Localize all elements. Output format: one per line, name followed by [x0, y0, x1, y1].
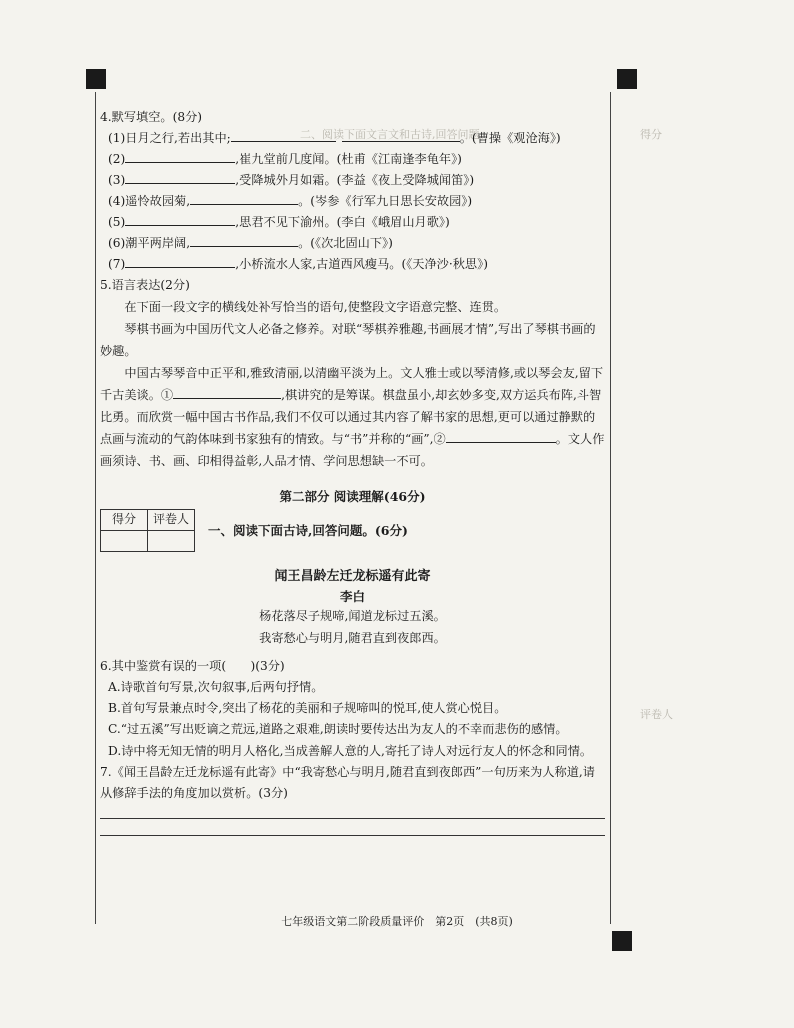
fill-blank[interactable] — [125, 171, 235, 184]
fill-blank[interactable] — [190, 192, 298, 205]
q4-item-6: (6)潮平两岸阔, 。(《次北固山下》) — [108, 236, 393, 250]
grader-header: 评卷人 — [148, 509, 195, 530]
score-table — [100, 509, 195, 552]
q6-title: 6.其中鉴赏有误的一项( )(3分) — [100, 659, 285, 674]
grader-cell[interactable] — [148, 530, 195, 551]
page-frame-right — [610, 92, 611, 924]
page-footer: 七年级语文第二阶段质量评价 第2页 (共8页) — [281, 915, 513, 928]
q4-title: 4.默写填空。(8分) — [100, 110, 203, 124]
fill-blank[interactable] — [231, 129, 336, 142]
q4-item-1: (1)日月之行,若出其中; 。(曹操《观沧海》) — [108, 131, 561, 145]
q6-option-c: C.“过五溪”写出贬谪之荒远,道路之艰难,朗读时要传达出为友人的不幸而悲伤的感情。 — [108, 722, 568, 737]
section1-title: 一、阅读下面古诗,回答问题。(6分) — [208, 522, 408, 538]
q4-item-3: (3) ,受降城外月如霜。(李益《夜上受降城闻笛》) — [108, 173, 475, 187]
fill-blank[interactable] — [125, 213, 235, 226]
fill-blank[interactable] — [125, 255, 235, 268]
q4-item-2: (2) ,崔九堂前几度闻。(杜甫《江南逢李龟年》) — [108, 152, 462, 166]
q4-item-5: (5) ,思君不见下渝州。(李白《峨眉山月歌》) — [108, 215, 450, 229]
q4-item-7: (7) ,小桥流水人家,古道西风瘦马。(《天净沙·秋思》) — [108, 257, 488, 271]
score-box-row — [100, 509, 605, 563]
q5-paragraph-2: 中国古琴琴音中正平和,雅致清丽,以清幽平淡为上。文人雅士或以琴清修,或以琴会友,留下千古美谈。① ,棋讲究的是筹谋。棋盘虽小,却玄妙多变,双方运兵布阵,斗智比勇。而欣赏一幅中国古书作品,我们不仅可以通过其内容了解书家的思想,更可以通过静默的点画与流动的气韵体味到书家独有的情致。与“书”并称的“画”,② 。文人作画须诗、书、画、印相得益彰,人品才情、学问思想缺一不可。 — [100, 365, 605, 468]
q5-title: 5.语言表达(2分) — [100, 278, 190, 292]
q6-option-b: B.首句写景兼点时令,突出了杨花的美丽和子规啼叫的悦耳,使人赏心悦目。 — [108, 701, 507, 716]
poem — [100, 567, 605, 652]
fill-blank-2[interactable] — [446, 430, 556, 443]
poem-title: 闻王昌龄左迁龙标遥有此寄 — [274, 568, 431, 584]
poem-line: 杨花落尽子规啼,闻道龙标过五溪。 — [259, 609, 446, 624]
answer-line[interactable] — [100, 818, 605, 819]
fill-blank[interactable] — [342, 129, 460, 142]
page-frame-left — [95, 92, 96, 924]
score-cell[interactable] — [101, 530, 148, 551]
registration-mark-bottom-right — [612, 931, 632, 951]
q5-paragraph-1: 琴棋书画为中国历代文人必备之修养。对联“琴棋养雅趣,书画展才情”,写出了琴棋书画的妙趣。 — [100, 321, 596, 358]
poem-line: 我寄愁心与明月,随君直到夜郎西。 — [259, 631, 446, 646]
bleed-through-text: 二、阅读下面文言文和古诗,回答问题。 — [300, 128, 491, 141]
q7-question: 7.《闻王昌龄左迁龙标遥有此寄》中“我寄愁心与明月,随君直到夜郎西”一句历来为人称道,请从修辞手法的角度加以赏析。(3分) — [100, 765, 595, 800]
answer-line[interactable] — [100, 835, 605, 836]
q6-option-d: D.诗中将无知无情的明月人格化,当成善解人意的人,寄托了诗人对远行友人的怀念和同情。 — [108, 744, 593, 759]
q4-item-4: (4)遥怜故园菊, 。(岑参《行军九日思长安故园》) — [108, 194, 473, 208]
fill-blank[interactable] — [190, 234, 298, 247]
part2-title: 第二部分 阅读理解(46分) — [279, 488, 426, 504]
registration-mark-top-left — [86, 69, 106, 89]
q5-instruction: 在下面一段文字的横线处补写恰当的语句,使整段文字语意完整、连贯。 — [124, 300, 507, 314]
fill-blank[interactable] — [125, 150, 235, 163]
q6-option-a: A.诗歌首句写景,次句叙事,后两句抒情。 — [108, 680, 324, 695]
poem-author: 李白 — [339, 589, 365, 605]
bleed-through-score: 得分 — [640, 128, 662, 141]
bleed-through-grader: 评卷人 — [640, 708, 673, 721]
score-header: 得分 — [101, 509, 148, 530]
registration-mark-top-right — [617, 69, 637, 89]
exam-content — [100, 108, 605, 836]
fill-blank-1[interactable] — [173, 386, 281, 399]
